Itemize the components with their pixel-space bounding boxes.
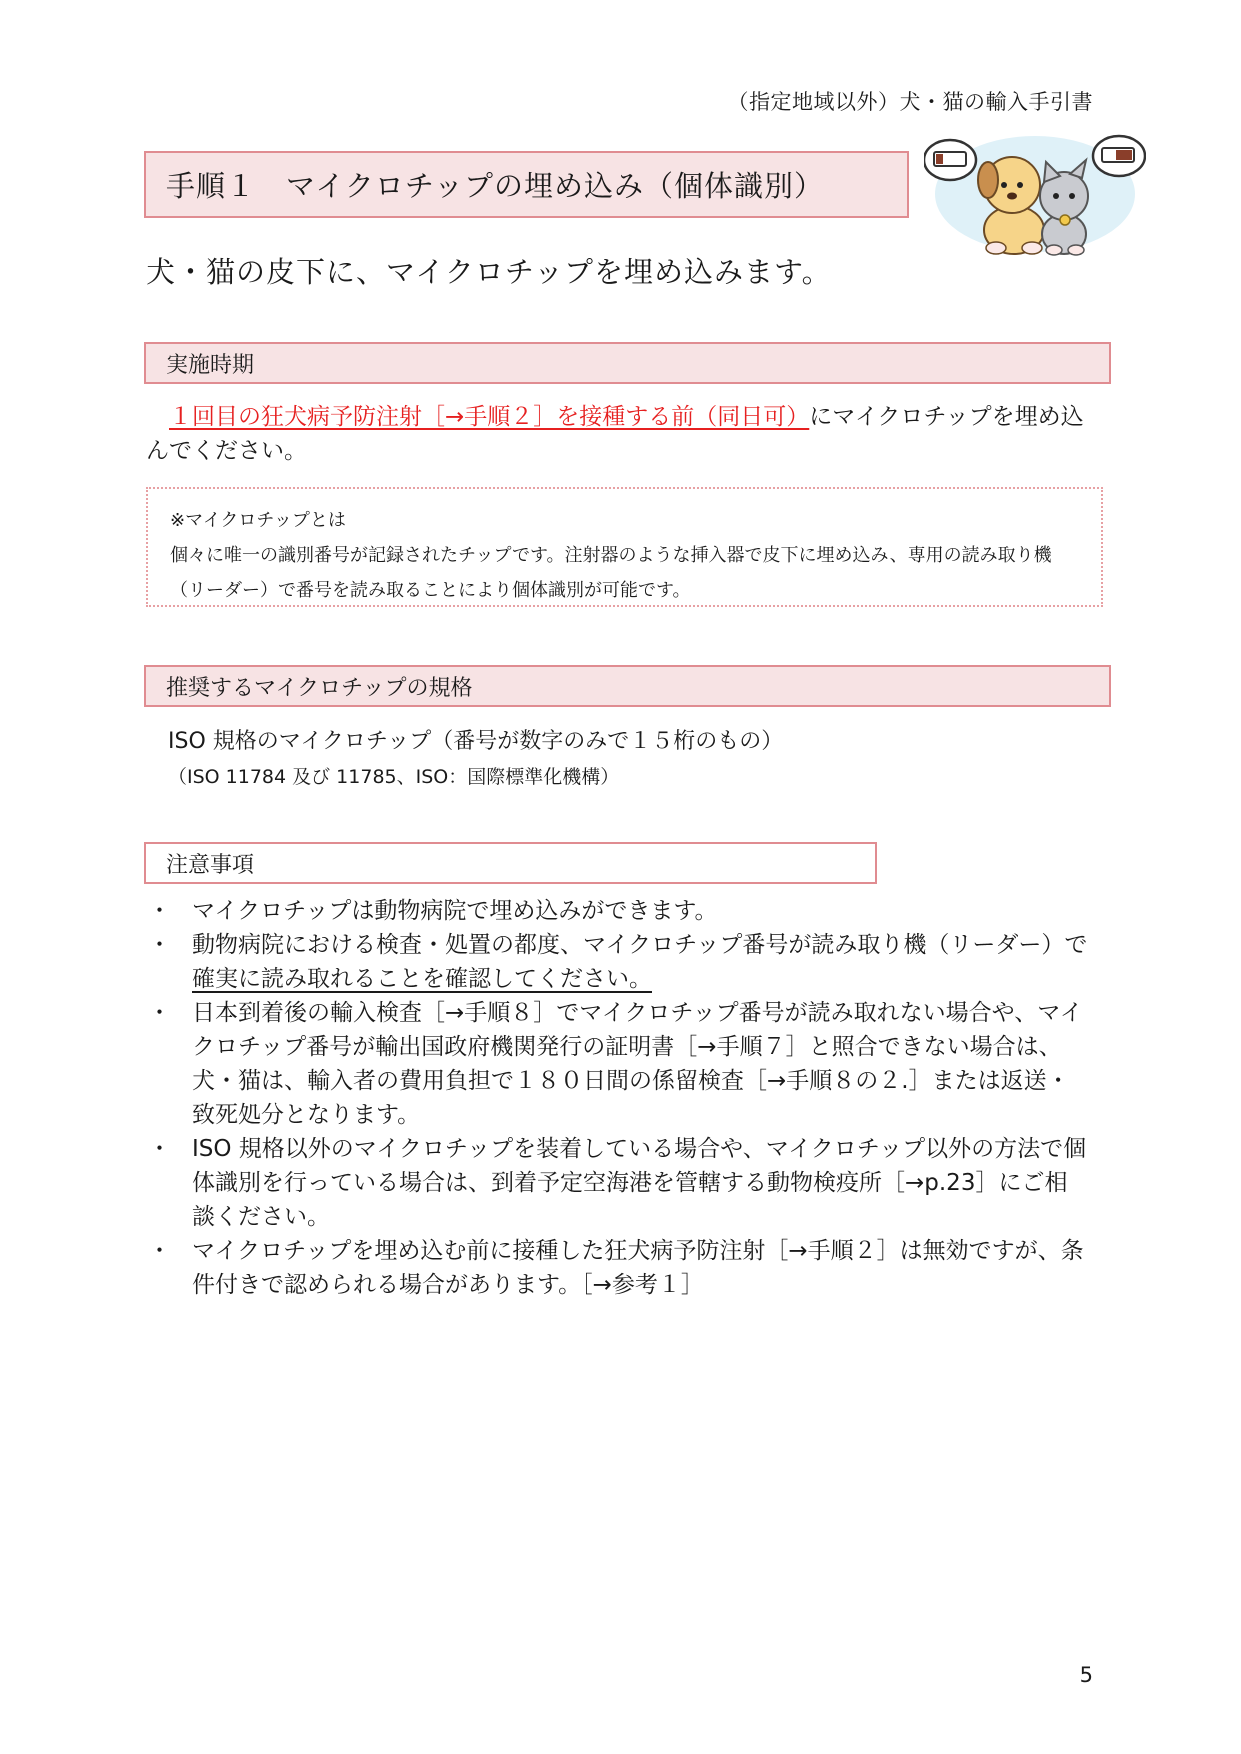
timing-paragraph <box>146 400 1086 468</box>
dog-cat-illustration <box>924 130 1146 258</box>
notes-heading: 注意事項 <box>166 852 255 878</box>
list-item: ・ 動物病院における検査・処置の都度、マイクロチップ番号が読み取り機（リーダー）で 確実に読み取れることを確認してください。 <box>148 928 1088 996</box>
step-title: 手順１ マイクロチップの埋め込み（個体識別） <box>166 169 824 203</box>
bullet: ・ <box>148 1136 171 1162</box>
timing-highlight: １回目の狂犬病予防注射［→手順２］を接種する前（同日可） <box>169 404 810 430</box>
document-title: （指定地域以外）犬・猫の輸入手引書 <box>727 90 1093 114</box>
timing-rest: にマイクロチップを埋め込んでください。 <box>146 404 1084 464</box>
bullet: ・ <box>148 1000 171 1026</box>
list-item: ・ マイクロチップは動物病院で埋め込みができます。 <box>148 894 1088 928</box>
step-title-box <box>144 151 909 218</box>
timing-heading: 実施時期 <box>166 352 255 378</box>
bullet: ・ <box>148 1238 171 1264</box>
list-item: ・ ISO 規格以外のマイクロチップを装着している場合や、マイクロチップ以外の方法で個体識別を行っている場合は、到着予定空海港を管轄する動物検疫所［→p.23］にご相談ください。 <box>148 1132 1088 1234</box>
definition-title: ※マイクロチップとは <box>170 510 346 531</box>
bullet: ・ <box>148 932 171 958</box>
underlined-note: 確実に読み取れることを確認してください。 <box>192 966 652 992</box>
spec-line-2: （ISO 11784 及び 11785、ISO：国際標準化機構） <box>168 766 620 788</box>
page-number: 5 <box>1079 1663 1093 1687</box>
step-subtitle: 犬・猫の皮下に、マイクロチップを埋め込みます。 <box>146 255 832 289</box>
timing-heading-box <box>144 342 1111 384</box>
list-item: ・ マイクロチップを埋め込む前に接種した狂犬病予防注射［→手順２］は無効ですが、条件付きで認められる場合があります。［→参考１］ <box>148 1234 1088 1302</box>
microchip-definition-box <box>146 487 1103 607</box>
spec-heading-box <box>144 665 1111 707</box>
list-item: ・ 日本到着後の輸入検査［→手順８］でマイクロチップ番号が読み取れない場合や、マイクロチップ番号が輸出国政府機関発行の証明書［→手順７］と照合できない場合は、犬・猫は、輸入者の費用負担で１８０日間の係留検査［→手順８の２.］または返送・致死処分となります。 <box>148 996 1088 1132</box>
bullet: ・ <box>148 898 171 924</box>
spec-heading: 推奨するマイクロチップの規格 <box>166 675 473 701</box>
spec-line-1: ISO 規格のマイクロチップ（番号が数字のみで１５桁のもの） <box>168 729 784 754</box>
notes-list <box>148 894 1088 1302</box>
definition-line-1: 個々に唯一の識別番号が記録されたチップです。注射器のような挿入器で皮下に埋め込み、専用の読み取り機 <box>170 545 1052 566</box>
notes-heading-box <box>144 842 877 884</box>
definition-line-2: （リーダー）で番号を読み取ることにより個体識別が可能です。 <box>170 580 691 601</box>
